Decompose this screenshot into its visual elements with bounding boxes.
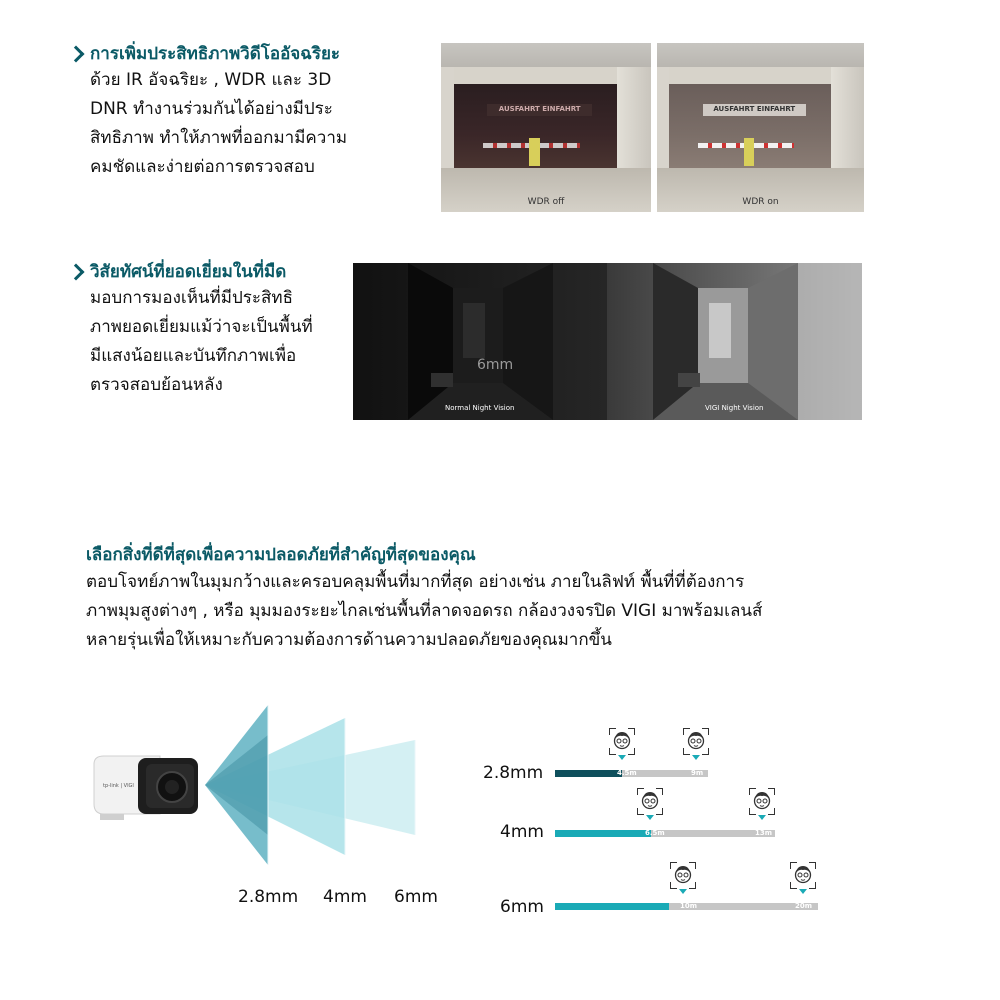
- face-recognition-icon: [683, 728, 709, 760]
- wdr-line-1: ด้วย IR อัจฉริยะ , WDR และ 3D: [90, 70, 332, 90]
- face-recognition-icon: [749, 788, 775, 820]
- wdr-line-2: DNR ทำงานร่วมกันได้อย่างมีประ: [90, 99, 333, 119]
- lens-heading: เลือกสิ่งที่ดีที่สุดเพื่อความปลอดภัยที่สำคัญที่สุดของคุณ: [86, 545, 476, 565]
- vigi-night-caption: VIGI Night Vision: [705, 404, 764, 412]
- face-recognition-icon: [790, 862, 816, 894]
- bar-near-label: 4.5m: [617, 769, 637, 777]
- lens-line-2: ภาพมุมสูงต่างๆ , หรือ มุมมองระยะไกลเช่นพื้นที่ลาดจอดรถ กล้องวงจรปิด VIGI มาพร้อมเลนส์: [86, 601, 763, 621]
- bar-far-label: 9m: [691, 769, 704, 777]
- wdr-line-4: คมชัดและง่ายต่อการตรวจสอบ: [90, 157, 315, 177]
- face-recognition-icon: [609, 728, 635, 760]
- wdr-on-caption: WDR on: [742, 197, 779, 207]
- night-heading: วิสัยทัศน์ที่ยอดเยี่ยมในที่มืด: [90, 262, 287, 282]
- bar-fill: [555, 903, 669, 910]
- night-line-1: มอบการมองเห็นที่มีประสิทธิ: [90, 288, 293, 308]
- lens-line-3: หลายรุ่นเพื่อให้เหมาะกับความต้องการด้านความปลอดภัยของคุณมากขึ้น: [86, 630, 612, 650]
- camera-brand: tp-link | VIGI: [103, 783, 134, 789]
- wdr-off-sign: AUSFAHRT EINFAHRT: [487, 104, 592, 116]
- wdr-off-caption: WDR off: [527, 197, 565, 207]
- chevron-right-icon: [68, 264, 85, 281]
- bar-lens-label: 4mm: [500, 822, 544, 842]
- face-recognition-icon: [637, 788, 663, 820]
- wdr-line-3: สิทธิภาพ ทำให้ภาพที่ออกมามีความ: [90, 128, 348, 148]
- face-recognition-icon: [670, 862, 696, 894]
- bar-lens-label: 2.8mm: [483, 763, 544, 783]
- bar-far-label: 13m: [755, 829, 773, 837]
- night-overlay-label: 6mm: [477, 357, 514, 373]
- wdr-description: [90, 66, 347, 182]
- night-line-4: ตรวจสอบย้อนหลัง: [90, 375, 223, 395]
- bar-fill: [555, 830, 651, 837]
- distance-bar-2-8mm: [555, 770, 708, 777]
- bar-near-label: 10m: [680, 902, 698, 910]
- cone-label-2-8mm: 2.8mm: [238, 887, 299, 907]
- bar-lens-label: 6mm: [500, 897, 544, 917]
- normal-night-caption: Normal Night Vision: [445, 404, 515, 412]
- night-vision-comparison: [353, 263, 862, 420]
- bar-fill: [555, 770, 622, 777]
- night-line-2: ภาพยอดเยี่ยมแม้ว่าจะเป็นพื้นที่: [90, 317, 313, 337]
- distance-bar-6mm: [555, 903, 818, 910]
- night-vision-photo: [353, 263, 862, 420]
- chevron-right-icon: [68, 46, 85, 63]
- wdr-heading: การเพิ่มประสิทธิภาพวิดีโออัจฉริยะ: [90, 44, 341, 64]
- night-description: [90, 284, 313, 400]
- distance-bar-4mm: [555, 830, 775, 837]
- wdr-on-sign: AUSFAHRT EINFAHRT: [703, 104, 807, 116]
- night-line-3: มีแสงน้อยและบันทึกภาพเพื่อ: [90, 346, 297, 366]
- bar-far-label: 20m: [795, 902, 813, 910]
- wdr-off-photo: [441, 43, 651, 212]
- lens-line-1: ตอบโจทย์ภาพในมุมกว้างและครอบคลุมพื้นที่มากที่สุด อย่างเช่น ภายในลิฟท์ พื้นที่ที่ต้องการ: [86, 572, 745, 592]
- wdr-on-photo: [657, 43, 864, 212]
- cone-label-6mm: 6mm: [394, 887, 438, 907]
- lens-description: [86, 568, 762, 655]
- cone-label-4mm: 4mm: [323, 887, 367, 907]
- bar-near-label: 6.5m: [645, 829, 665, 837]
